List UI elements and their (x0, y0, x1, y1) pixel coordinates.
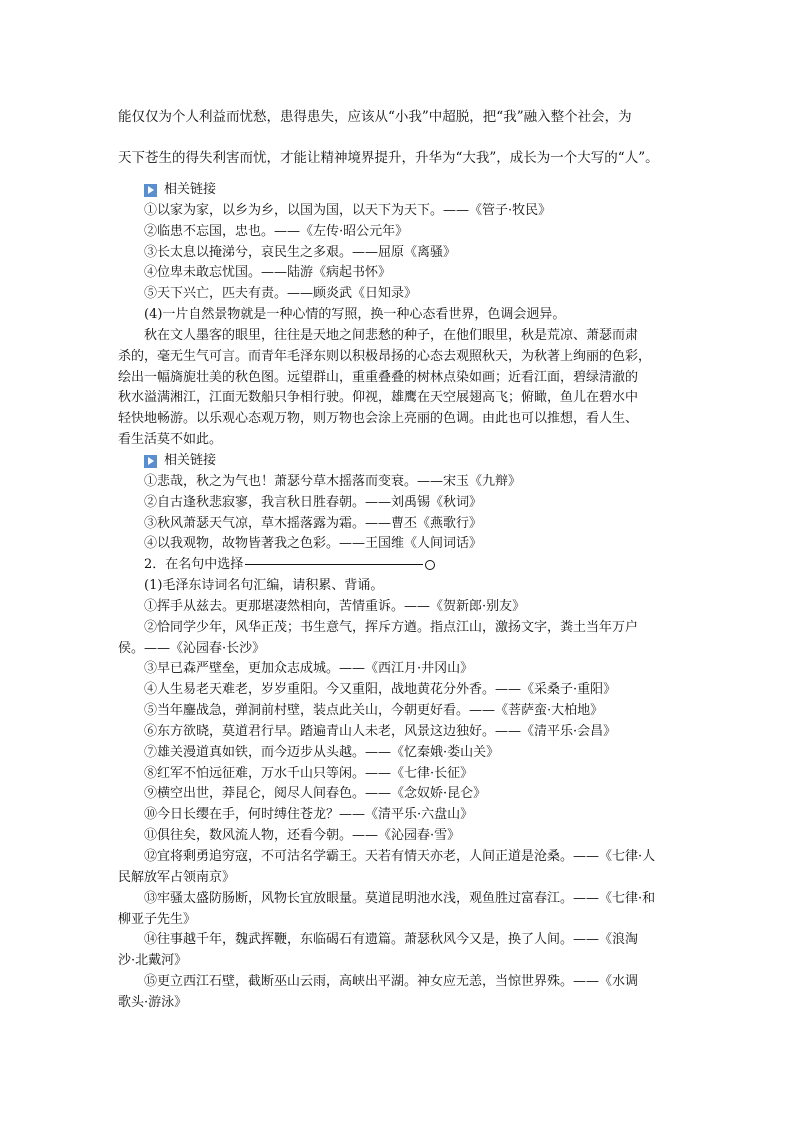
quotes-list (118, 597, 680, 1014)
intro-line-1: 能仅仅为个人利益而忧愁，患得患失，应该从“小我”中超脱，把“我”融入整个社会，为 (118, 109, 632, 125)
quote-line: 民解放军占领南京》 (118, 869, 236, 885)
link1-item: ④位卑未敢忘忧国。——陆游《病起书怀》 (144, 265, 392, 281)
circle-icon (425, 560, 435, 570)
para4-line: 秋水溢满湘江，江面无数船只争相行驶。仰视，雄鹰在天空展翅高飞；俯瞰，鱼儿在碧水中 (118, 390, 639, 406)
quote-line: ⑬牢骚太盛防肠断，风物长宜放眼量。莫道昆明池水浅，观鱼胜过富春江。——《七律·和 (144, 890, 656, 906)
para4-line: 看生活莫不如此。 (118, 432, 223, 448)
quote-line: ④人生易老天难老，岁岁重阳。今又重阳，战地黄花分外香。——《采桑子·重阳》 (144, 682, 617, 698)
quote-line: 沙·北戴河》 (118, 953, 188, 969)
para4-line: 杀的，毫无生气可言。而青年毛泽东则以积极昂扬的心态去观照秋天，为秋著上绚丽的色彩， (118, 348, 652, 364)
fill-blank-line (245, 564, 423, 565)
quote-line: ⑧红军不怕远征难，万水千山只等闲。——《七律·长征》 (144, 765, 474, 781)
quote-line: ③早已森严壁垒，更加众志成城。——《西江月·井冈山》 (144, 661, 474, 677)
quote-line: ⑤当年鏖战急，弹洞前村壁，装点此关山，今朝更好看。——《菩萨蛮·大柏地》 (144, 703, 604, 719)
quote-line: ⑨横空出世，莽昆仑，阅尽人间春色。——《念奴娇·昆仑》 (144, 786, 487, 802)
para4-line: (4)一片自然景物就是一种心情的写照，换一种心态看世界，色调会迥异。 (144, 307, 566, 323)
quote-line: ⑭往事越千年，魏武挥鞭，东临碣石有遗篇。萧瑟秋风今又是，换了人间。——《浪淘 (144, 932, 639, 948)
quote-line: ⑩今日长缨在手，何时缚住苍龙？——《清平乐·六盘山》 (144, 807, 474, 823)
section-2-title (118, 555, 680, 576)
link2-item: ②自古逢秋悲寂寥，我言秋日胜春朝。——刘禹锡《秋词》 (144, 494, 483, 510)
section-2-subtitle: (1)毛泽东诗词名句汇编，请积累、背诵。 (144, 578, 384, 594)
quote-line: ⑦雄关漫道真如铁，而今迈步从头越。——《忆秦娥·娄山关》 (144, 744, 500, 760)
link2-item: ③秋风萧瑟天气凉，草木摇落露为霜。——曹丕《燕歌行》 (144, 515, 483, 531)
link1-item: ⑤天下兴亡，匹夫有责。——顾炎武《日知录》 (144, 286, 418, 302)
para4-line: 秋在文人墨客的眼里，往往是天地之间悲愁的种子，在他们眼里，秋是荒凉、萧瑟而肃 (144, 327, 639, 343)
document-body (118, 180, 680, 1014)
link1-item: ②临患不忘国，忠也。——《左传·昭公元年》 (144, 223, 409, 239)
link2-item: ①悲哉，秋之为气也！萧瑟兮草木摇落而变衰。——宋玉《九辩》 (144, 473, 522, 489)
play-arrow-icon (144, 455, 157, 468)
related-links-heading-2 (118, 451, 680, 472)
link1-item: ①以家为家，以乡为乡，以国为国，以天下为天下。——《管子·牧民》 (144, 202, 552, 218)
quote-line: ⑪俱往矣，数风流人物，还看今朝。——《沁园春·雪》 (144, 828, 461, 844)
quote-line: ⑮更立西江石壁，截断巫山云雨，高峡出平湖。神女应无恙，当惊世界殊。——《水调 (144, 974, 639, 990)
play-arrow-icon (144, 184, 157, 197)
quote-line: ⑥东方欲晓，莫道君行早。踏遍青山人未老，风景这边独好。——《清平乐·会昌》 (144, 723, 617, 739)
heading-label: 相关链接 (164, 182, 217, 197)
heading-label: 相关链接 (164, 452, 217, 468)
quote-line: ②恰同学少年，风华正茂；书生意气，挥斥方遒。指点江山，激扬文字，粪土当年万户 (144, 619, 639, 635)
para4-line: 轻快地畅游。以乐观心态观万物，则万物也会涂上亮丽的色调。由此也可以推想，看人生、 (118, 411, 639, 427)
quote-line: 侯。——《沁园春·长沙》 (118, 640, 266, 656)
quote-line: ①挥手从兹去。更那堪凄然相向，苦情重诉。——《贺新郎·别友》 (144, 598, 526, 614)
intro-line-2: 天下苍生的得失利害而忧，才能让精神境界提升，升华为“大我”，成长为一个大写的“人”。 (118, 150, 659, 166)
quote-line: 歌头·游泳》 (118, 994, 188, 1010)
quote-line: ⑫宜将剩勇追穷寇，不可沽名学霸王。天若有情天亦老，人间正道是沧桑。——《七律·人 (144, 849, 656, 864)
link1-item: ③长太息以掩涕兮，哀民生之多艰。——屈原《离骚》 (144, 244, 457, 260)
quote-line: 柳亚子先生》 (118, 911, 197, 927)
para4-line: 绘出一幅旖旎壮美的秋色图。远望群山，重重叠叠的树林点染如画；近看江面，碧绿清澈的 (118, 369, 639, 385)
link2-item: ④以我观物，故物皆著我之色彩。——王国维《人间词话》 (144, 536, 483, 552)
related-links-heading-1 (118, 180, 680, 201)
section-2-title-text: 2．在名句中选择 (144, 557, 244, 573)
